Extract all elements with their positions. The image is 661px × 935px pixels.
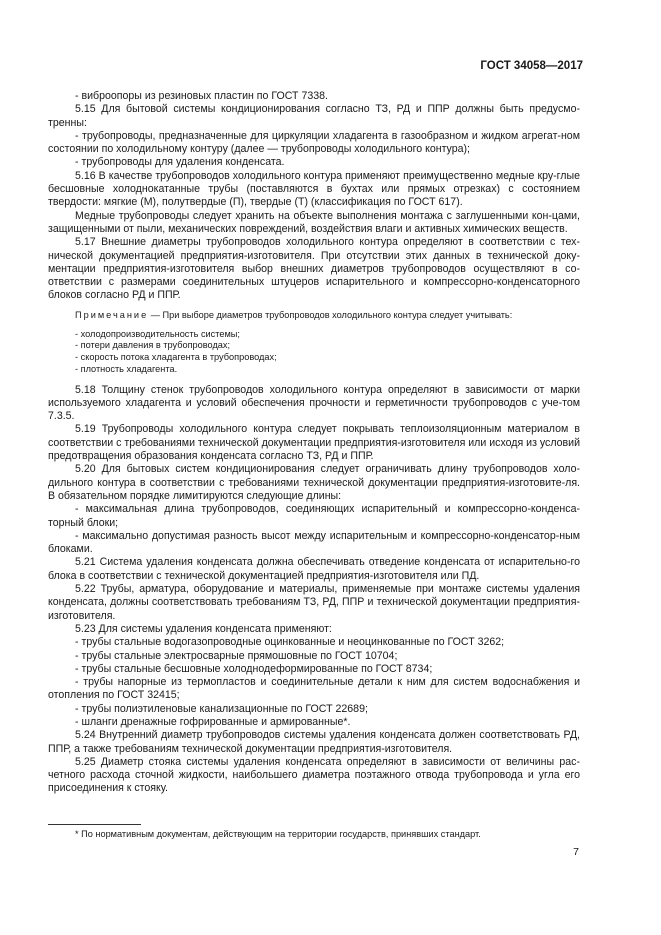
paragraph: 5.24 Внутренний диаметр трубопроводов системы удаления конденсата должен соответствовать РД, ППР, а также требованиям технической документации предприятия-изготовителя. [48,729,580,755]
note-item: - скорость потока хладагента в трубопроводах; [75,352,277,363]
paragraph: 5.17 Внешние диаметры трубопроводов холодильного контура определяют в соответствии с тех-нической документацией предприятия-изготовителя. При отсутствии этих данных в технической доку-ментации предприятия-изготовителя выбор внешних диаметров трубопроводов осуществляют в со-ответствии с размерами соединительных штуцеров испарительного и компрессорно-конденсаторного блоков согласно РД и ППР. [48,236,580,302]
paragraph: 5.21 Система удаления конденсата должна обеспечивать отведение конденсата от испарительно-го блока в соответствии с технической документацией предприятия-изготовителя или ПД. [48,556,580,582]
list-item: - трубы стальные водогазопроводные оцинкованные и неоцинкованные по ГОСТ 3262; [75,636,505,649]
list-item: - трубы стальные электросварные прямошовные по ГОСТ 10704; [75,649,398,662]
paragraph: Медные трубопроводы следует хранить на объекте выполнения монтажа с заглушенными кон-цами, защищенными от пыли, механических повреждений, воздействия влаги и активных химических веществ. [48,209,580,235]
note-item: - потери давления в трубопроводах; [75,340,231,351]
paragraph: 5.22 Трубы, арматура, оборудование и материалы, применяемые при монтаже системы удаления конденсата, должны соответствовать требованиям ТЗ, РД, ППР и технической документации предприятия-изготовителя. [48,583,580,622]
paragraph: - виброопоры из резиновых пластин по ГОСТ 7338. [75,90,328,102]
footnote: * По нормативным документам, действующим на территории государств, принявших стандарт. [75,829,481,839]
paragraph: 5.15 Для бытовой системы кондиционирования согласно ТЗ, РД и ППР должны быть предусмо-тренны: [48,103,580,129]
note-item: - плотность хладагента. [75,363,178,374]
page-number: 7 [573,846,579,858]
paragraph: 5.18 Толщину стенок трубопроводов холодильного контура определяют в зависимости от марки используемого хладагента и условий обеспечения прочности и герметичности трубопроводов с уче-том 7.3.5. [48,383,580,423]
list-item: - трубы напорные из термопластов и соединительные детали к ним для систем водоснабжения и отопления по ГОСТ 32415; [48,676,580,702]
list-item: - трубы полиэтиленовые канализационные по ГОСТ 22689; [75,702,368,715]
document-header: ГОСТ 34058—2017 [480,60,583,72]
note-text: — При выборе диаметров трубопроводов холодильного контура следует учитывать: [148,309,513,320]
list-item: - трубы стальные бесшовные холоднодеформированные по ГОСТ 8734; [75,662,433,675]
paragraph: 5.16 В качестве трубопроводов холодильного контура применяют преимущественно медные кру-глые бесшовные холоднокатанные трубы (поставляются в бухтах или прямых отрезках) с состоянием твердости: мягкие (М), полутвердые (П), твердые (Т) (классификация по ГОСТ 617). [48,169,580,209]
paragraph: - трубопроводы для удаления конденсата. [75,156,285,169]
note-label: Примечание [75,309,149,320]
note-item: - холодопроизводительность системы; [75,328,240,339]
paragraph: - максимально допустимая разность высот между испарительным и компрессорно-конденсатор-ным блоками. [48,529,580,556]
list-item: - шланги дренажные гофрированные и армированные*. [75,715,351,728]
footnote-divider [48,824,141,825]
note [48,309,580,321]
document-body [48,90,580,796]
paragraph: - максимальная длина трубопроводов, соединяющих испарительный и компрессорно-конденса-торный блоки; [48,503,580,529]
paragraph: - трубопроводы, предназначенные для циркуляции хладагента в газообразном и жидком агрегат-ном состоянии по холодильному контуру (далее — трубопроводы холодильного контура); [48,129,580,156]
paragraph: 5.23 Для системы удаления конденсата применяют: [75,622,332,635]
paragraph: 5.19 Трубопроводы холодильного контура следует покрывать теплоизоляционным материалом в соответствии с требованиями технической документации предприятия-изготовителя или исходя из условий предотвращения образования конденсата согласно ТЗ, РД и ППР. [48,423,580,463]
paragraph: 5.20 Для бытовых систем кондиционирования следует ограничивать длину трубопроводов холо-дильного контура в соответствии с требованиями технической документации предприятия-изготовите-ля. В обязательном порядке лимитируются следующие длины: [48,463,580,502]
paragraph: 5.25 Диаметр стояка системы удаления конденсата определяют в зависимости от величины рас-четного расхода сточной жидкости, наибольшего диаметра поэтажного отвода трубопровода и угла его присоединения к стояку. [48,755,580,795]
